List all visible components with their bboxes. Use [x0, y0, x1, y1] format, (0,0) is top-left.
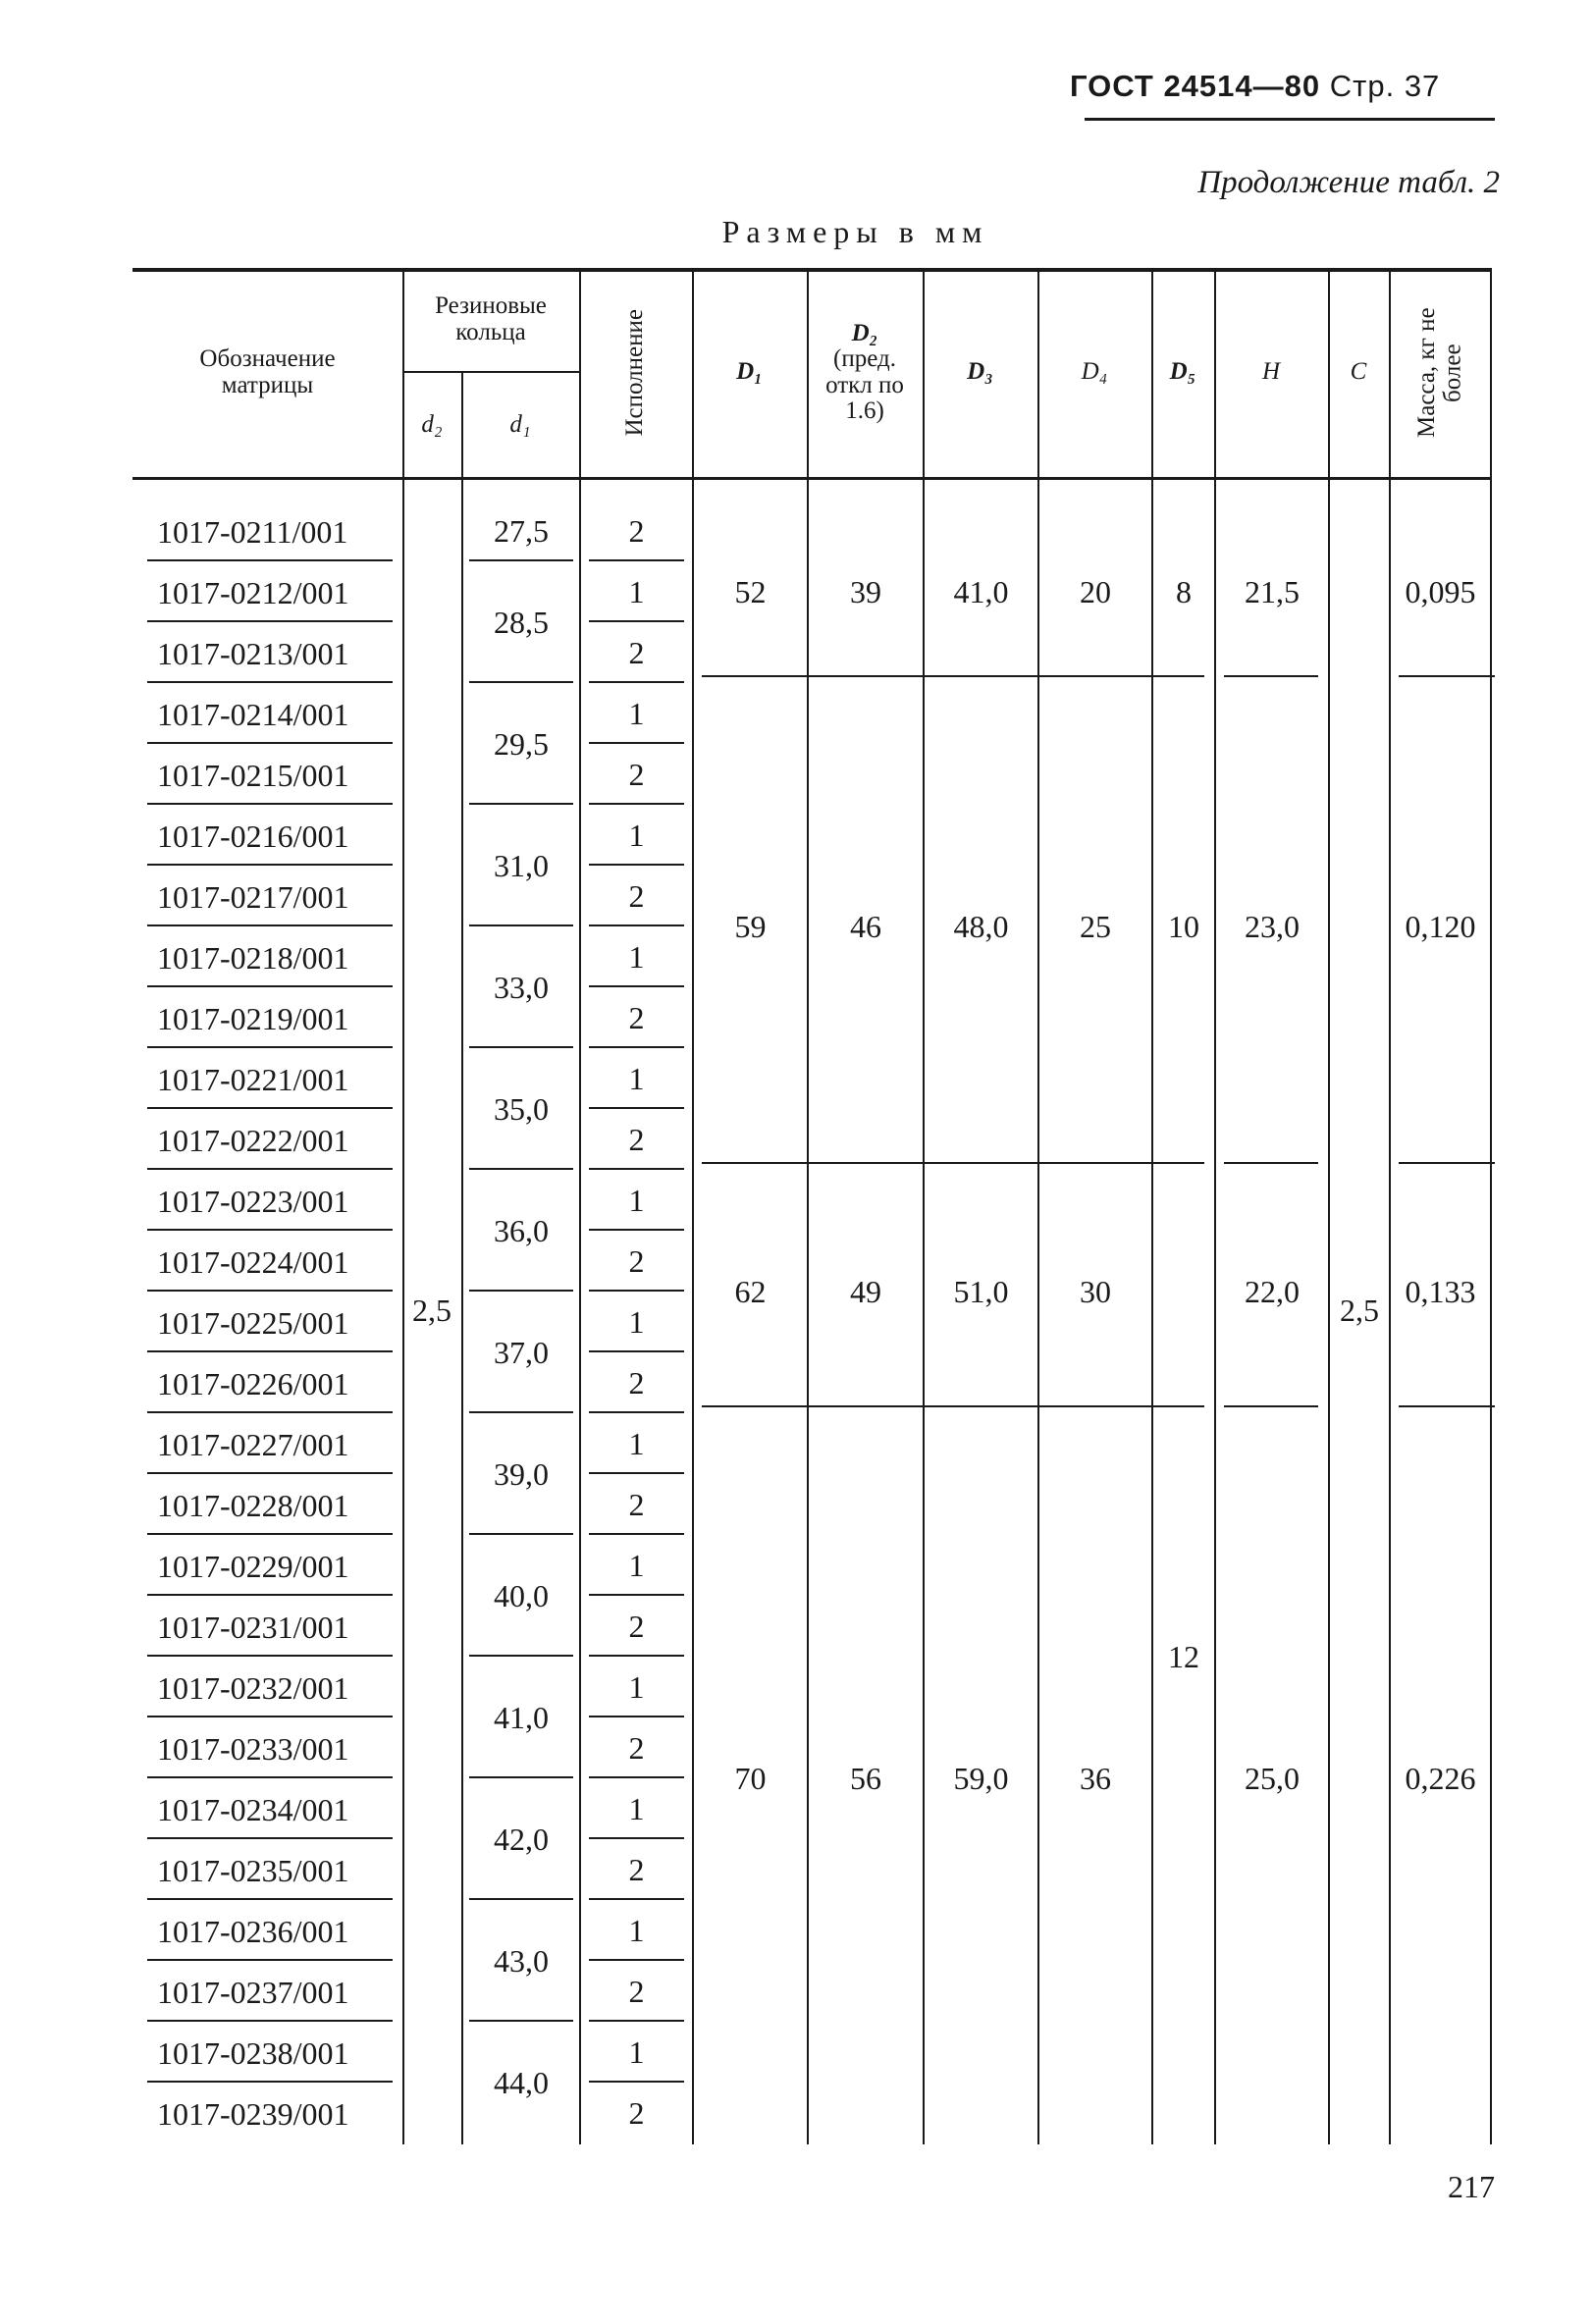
D2-note: (пред. откл по 1.6) — [825, 345, 904, 424]
execution-cell: 2 — [628, 1364, 645, 1400]
designation-rule — [147, 1837, 393, 1839]
execution-cell: 1 — [628, 1060, 645, 1096]
d1-cell: 37,0 — [494, 1334, 549, 1370]
D5-shared-cell: 12 — [1168, 1638, 1199, 1674]
group-D3-cell: 41,0 — [953, 573, 1009, 609]
d1-cell: 35,0 — [494, 1090, 549, 1127]
column-header-rubber-rings: Резиновые кольца — [435, 292, 547, 345]
column-header-D3: D₃ — [967, 358, 993, 386]
group-D1-cell: 59 — [734, 908, 767, 944]
designation-cell: 1017-0236/001 — [157, 1914, 349, 1949]
designation-cell: 1017-0222/001 — [157, 1123, 349, 1158]
execution-cell: 2 — [628, 2094, 645, 2131]
group-D3-cell: 48,0 — [953, 908, 1009, 944]
column-header-D1: D₁ — [736, 358, 763, 386]
designation-rule — [147, 1229, 393, 1231]
designation-rule — [147, 985, 393, 987]
designation-rule — [147, 1716, 393, 1717]
group-D2-cell: 39 — [850, 573, 881, 609]
header-rule — [1085, 118, 1495, 121]
designation-rule — [147, 620, 393, 622]
group-rule — [702, 675, 1204, 677]
column-header-execution — [579, 268, 692, 477]
group-D5-cell: 8 — [1176, 573, 1192, 609]
continuation-label: Продолжение табл. 2 — [1197, 165, 1500, 200]
group-mass-cell: 0,226 — [1405, 1760, 1476, 1796]
designation-cell: 1017-0216/001 — [157, 819, 349, 854]
d1-cell: 43,0 — [494, 1942, 549, 1979]
designation-rule — [147, 1655, 393, 1657]
group-H-cell: 23,0 — [1245, 908, 1300, 944]
execution-label: Исполнение — [621, 308, 649, 437]
designation-cell: 1017-0221/001 — [157, 1062, 349, 1097]
designation-rule — [147, 1776, 393, 1778]
execution-cell: 2 — [628, 999, 645, 1035]
group-H-cell: 25,0 — [1245, 1760, 1300, 1796]
execution-cell: 2 — [628, 1973, 645, 2009]
group-rule — [1224, 1405, 1318, 1407]
group-rule — [702, 1162, 1204, 1164]
designation-cell: 1017-0214/001 — [157, 697, 349, 732]
d2-value: 2,5 — [412, 1293, 451, 1328]
execution-cell: 1 — [628, 573, 645, 609]
d1-cell: 27,5 — [494, 512, 549, 549]
d1-cell: 42,0 — [494, 1821, 549, 1857]
group-mass-cell: 0,133 — [1405, 1273, 1476, 1309]
execution-cell: 1 — [628, 1790, 645, 1826]
designation-cell: 1017-0213/001 — [157, 636, 349, 671]
page-label: Стр. 37 — [1329, 69, 1441, 103]
designation-rule — [147, 1350, 393, 1352]
designation-cell: 1017-0219/001 — [157, 1001, 349, 1036]
designation-rule — [147, 1472, 393, 1474]
column-header-D4: D₄ — [1081, 358, 1108, 386]
designation-cell: 1017-0226/001 — [157, 1366, 349, 1401]
column-header-designation: Обозначение матрицы — [199, 345, 336, 398]
designation-cell: 1017-0239/001 — [157, 2096, 349, 2132]
execution-cell: 2 — [628, 1486, 645, 1522]
group-H-cell: 22,0 — [1245, 1273, 1300, 1309]
group-D1-cell: 62 — [734, 1273, 767, 1309]
execution-cell: 1 — [628, 1912, 645, 1948]
d1-cell: 31,0 — [494, 847, 549, 883]
designation-rule — [147, 1168, 393, 1170]
group-rule — [1399, 1162, 1495, 1164]
designation-rule — [147, 1898, 393, 1900]
execution-cell: 2 — [628, 1242, 645, 1279]
designation-cell: 1017-0212/001 — [157, 575, 349, 610]
designation-cell: 1017-0225/001 — [157, 1305, 349, 1341]
execution-cell: 1 — [628, 1668, 645, 1705]
designation-rule — [147, 864, 393, 866]
designation-cell: 1017-0228/001 — [157, 1488, 349, 1523]
group-D4-cell: 20 — [1080, 573, 1111, 609]
execution-cell: 1 — [628, 1425, 645, 1461]
d1-cell: 36,0 — [494, 1212, 549, 1248]
execution-cell: 2 — [628, 1608, 645, 1644]
group-D4-cell: 25 — [1080, 908, 1111, 944]
group-D3-cell: 51,0 — [953, 1273, 1009, 1309]
group-D2-cell: 49 — [850, 1273, 881, 1309]
group-D4-cell: 30 — [1080, 1273, 1111, 1309]
group-D4-cell: 36 — [1080, 1760, 1111, 1796]
designation-rule — [147, 1594, 393, 1596]
group-D3-cell: 59,0 — [953, 1760, 1009, 1796]
d1-cell: 33,0 — [494, 969, 549, 1005]
d1-cell: 44,0 — [494, 2064, 549, 2100]
execution-cell: 2 — [628, 634, 645, 670]
execution-cell: 1 — [628, 695, 645, 731]
group-D1-cell: 70 — [734, 1760, 767, 1796]
header-bottom-rule — [133, 477, 1492, 480]
designation-rule — [147, 559, 393, 561]
document-header — [1070, 69, 1440, 104]
designation-cell: 1017-0234/001 — [157, 1792, 349, 1827]
designation-cell: 1017-0218/001 — [157, 940, 349, 976]
designation-rule — [147, 1046, 393, 1048]
designation-cell: 1017-0223/001 — [157, 1184, 349, 1219]
page-number: 217 — [1448, 2169, 1495, 2204]
execution-cell: 2 — [628, 1729, 645, 1766]
group-D2-cell: 56 — [850, 1760, 881, 1796]
group-rule — [1224, 675, 1318, 677]
execution-cell: 2 — [628, 756, 645, 792]
column-header-mass — [1389, 268, 1492, 477]
column-header-H: H — [1261, 358, 1281, 386]
group-rule — [1399, 675, 1495, 677]
designation-rule — [147, 681, 393, 683]
designation-cell: 1017-0229/001 — [157, 1549, 349, 1584]
mass-label: Масса, кг не более — [1413, 307, 1466, 438]
designation-cell: 1017-0215/001 — [157, 758, 349, 793]
C-value: 2,5 — [1340, 1293, 1379, 1328]
designation-rule — [147, 1107, 393, 1109]
D2-label: D₂ — [851, 320, 878, 346]
execution-cell: 2 — [628, 1851, 645, 1887]
column-header-C: C — [1350, 358, 1367, 386]
execution-cell: 2 — [628, 1121, 645, 1157]
group-rule — [702, 1405, 1204, 1407]
units-caption: Размеры в мм — [721, 214, 989, 249]
designation-rule — [147, 1411, 393, 1413]
d1-cell: 41,0 — [494, 1699, 549, 1735]
body-column-rule — [1490, 477, 1492, 2144]
designation-cell: 1017-0227/001 — [157, 1427, 349, 1462]
designation-cell: 1017-0211/001 — [157, 514, 348, 550]
designation-cell: 1017-0235/001 — [157, 1853, 349, 1888]
designation-rule — [147, 1290, 393, 1292]
group-rule — [1224, 1162, 1318, 1164]
designation-rule — [147, 1533, 393, 1535]
column-header-d2: d₂ — [421, 410, 443, 438]
execution-cell: 1 — [628, 1303, 645, 1340]
designation-cell: 1017-0233/001 — [157, 1731, 349, 1767]
d1-cell: 28,5 — [494, 604, 549, 640]
d1-cell: 39,0 — [494, 1455, 549, 1492]
group-D1-cell: 52 — [734, 573, 767, 609]
execution-cell: 1 — [628, 938, 645, 975]
designation-rule — [147, 924, 393, 926]
execution-cell: 2 — [628, 877, 645, 914]
group-D2-cell: 46 — [850, 908, 881, 944]
execution-cell: 1 — [628, 817, 645, 853]
column-header-D2 — [807, 268, 923, 477]
group-H-cell: 21,5 — [1245, 573, 1300, 609]
designation-cell: 1017-0217/001 — [157, 879, 349, 915]
d1-cell: 29,5 — [494, 725, 549, 762]
group-mass-cell: 0,120 — [1405, 908, 1476, 944]
execution-cell: 1 — [628, 1182, 645, 1218]
designation-rule — [147, 1959, 393, 1961]
execution-cell: 2 — [628, 512, 645, 549]
designation-cell: 1017-0238/001 — [157, 2035, 349, 2071]
designation-cell: 1017-0231/001 — [157, 1610, 349, 1645]
designation-cell: 1017-0224/001 — [157, 1244, 349, 1280]
group-rule — [1399, 1405, 1495, 1407]
group-mass-cell: 0,095 — [1405, 573, 1476, 609]
execution-cell: 1 — [628, 2034, 645, 2070]
group-D5-cell: 10 — [1168, 908, 1199, 944]
designation-cell: 1017-0237/001 — [157, 1975, 349, 2010]
designation-rule — [147, 742, 393, 744]
designation-rule — [147, 803, 393, 805]
execution-cell: 1 — [628, 1547, 645, 1583]
column-header-d1: d₁ — [509, 410, 531, 438]
designation-rule — [147, 2020, 393, 2022]
standard-number: ГОСТ 24514—80 — [1070, 69, 1321, 103]
designation-cell: 1017-0232/001 — [157, 1670, 349, 1706]
designation-rule — [147, 2081, 393, 2083]
d1-cell: 40,0 — [494, 1577, 549, 1613]
column-header-D5: D₅ — [1169, 358, 1196, 386]
